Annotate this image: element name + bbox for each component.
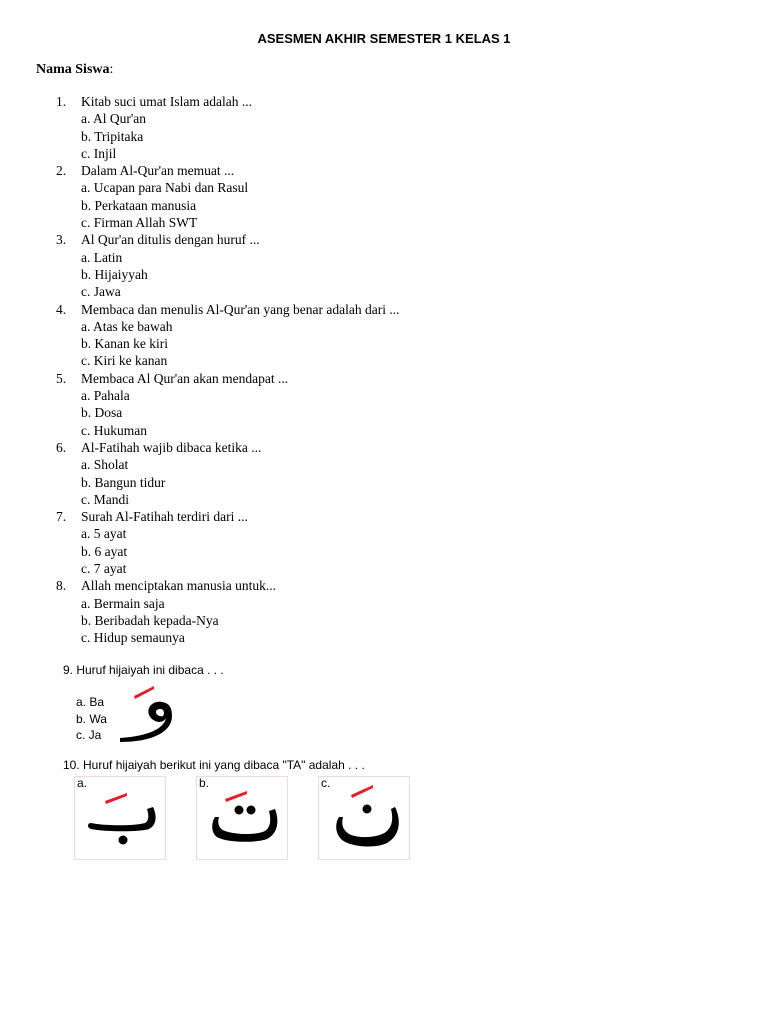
question-number: 8.: [56, 578, 67, 594]
fatha-mark: [134, 686, 154, 699]
option-8b: b. Beribadah kepada-Nya: [81, 612, 219, 628]
ta-letter: [212, 809, 277, 842]
hijaiyah-wa-drawing: [114, 682, 180, 744]
option-8a: a. Bermain saja: [81, 595, 165, 611]
page-title: ASESMEN AKHIR SEMESTER 1 KELAS 1: [257, 31, 511, 46]
question-list: [56, 93, 399, 647]
ba-dot: [119, 836, 128, 845]
option-6b: b. Bangun tidur: [81, 474, 166, 490]
option-4a: a. Atas ke bawah: [81, 318, 173, 334]
question-5: [56, 370, 399, 387]
question-number: 1.: [56, 94, 67, 109]
question-2: [56, 162, 399, 179]
hijaiyah-ba-drawing: [75, 777, 167, 861]
option-5a: a. Pahala: [81, 388, 130, 404]
hijaiyah-na-drawing: [319, 777, 411, 861]
option-2c: c. Firman Allah SWT: [81, 215, 198, 231]
choice-card-b[interactable]: [196, 776, 288, 860]
option-9b: b. Wa: [76, 711, 107, 726]
question-number: 6.: [56, 439, 67, 455]
question-1: [56, 93, 399, 110]
student-name-label: Nama Siswa: [36, 62, 110, 77]
hijaiyah-ta-drawing: [197, 777, 289, 861]
question-text: Dalam Al-Qur'an memuat ...: [81, 163, 235, 179]
student-name-field: [36, 62, 113, 78]
question-text: Al-Fatihah wajib dibaca ketika ...: [81, 439, 262, 455]
option-7a: a. 5 ayat: [81, 526, 127, 542]
option-4c: c. Kiri ke kanan: [81, 353, 168, 369]
option-5b: b. Dosa: [81, 405, 123, 421]
question-text: Kitab suci umat Islam adalah ...: [81, 94, 252, 109]
question-text: Al Qur'an ditulis dengan huruf ...: [81, 232, 260, 248]
question-text: Allah menciptakan manusia untuk...: [81, 578, 276, 594]
question-number: 5.: [56, 370, 67, 386]
question-9: 9. Huruf hijaiyah ini dibaca . . .: [63, 663, 224, 677]
choice-card-a[interactable]: [74, 776, 166, 860]
option-1b: b. Tripitaka: [81, 128, 144, 144]
option-6a: a. Sholat: [81, 457, 129, 473]
option-8c: c. Hidup semaunya: [81, 630, 185, 646]
choice-label: c.: [321, 776, 331, 790]
question-number: 3.: [56, 232, 67, 248]
fatha-mark: [225, 791, 247, 802]
question-number: 7.: [56, 509, 67, 525]
option-2a: a. Ucapan para Nabi dan Rasul: [81, 180, 249, 196]
na-dot: [363, 805, 372, 814]
choice-card-c[interactable]: [318, 776, 410, 860]
option-6c: c. Mandi: [81, 491, 129, 507]
option-3c: c. Jawa: [81, 284, 121, 300]
choice-label: a.: [77, 776, 88, 790]
option-7b: b. 6 ayat: [81, 543, 128, 559]
option-9c: c. Ja: [76, 728, 102, 742]
question-text: Membaca Al Qur'an akan mendapat ...: [81, 370, 289, 386]
question-10: 10. Huruf hijaiyah berikut ini yang dibaca "TA" adalah . . .: [63, 758, 365, 772]
option-4b: b. Kanan ke kiri: [81, 336, 168, 352]
question-8: [56, 577, 399, 594]
question-3: [56, 231, 399, 248]
choice-label: b.: [199, 776, 210, 790]
option-1a: a. Al Qur'an: [81, 111, 147, 127]
question-7: [56, 508, 399, 525]
question-text: Membaca dan menulis Al-Qur'an yang benar adalah dari ...: [81, 301, 400, 317]
fatha-mark: [351, 785, 373, 798]
option-2b: b. Perkataan manusia: [81, 197, 197, 213]
question-number: 2.: [56, 163, 67, 179]
option-1c: c. Injil: [81, 145, 117, 161]
question-number: 4.: [56, 301, 67, 317]
option-3b: b. Hijaiyyah: [81, 266, 148, 282]
question-6: [56, 439, 399, 456]
question-4: [56, 301, 399, 318]
option-3a: a. Latin: [81, 249, 123, 265]
ta-dot-1: [235, 806, 244, 815]
option-5c: c. Hukuman: [81, 422, 147, 438]
ba-letter: [88, 807, 156, 831]
option-7c: c. 7 ayat: [81, 561, 127, 577]
student-name-colon: :: [109, 62, 114, 77]
hijaiyah-wa-image: [114, 682, 180, 744]
wa-letter: [120, 702, 172, 742]
ta-dot-2: [247, 806, 256, 815]
question-9-options: [76, 694, 107, 744]
question-text: Surah Al-Fatihah terdiri dari ...: [81, 509, 248, 525]
fatha-mark: [105, 793, 127, 804]
option-9a: a. Ba: [76, 695, 105, 709]
